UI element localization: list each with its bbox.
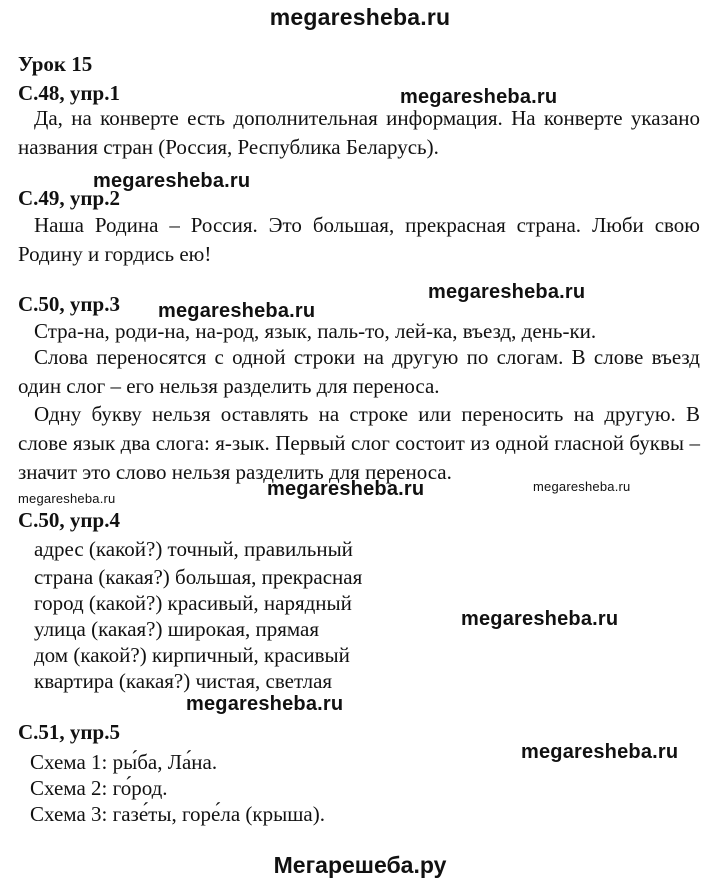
exercise-5-title: С.51, упр.5 (18, 720, 120, 744)
watermark: megaresheba.ru (461, 608, 619, 630)
scheme-line: Схема 1: ры́ба, Ла́на. (30, 750, 218, 774)
list-item: город (какой?) красивый, нарядный (34, 591, 352, 615)
exercise-1-text: Да, на конверте есть дополнительная информация. На конверте указано названия стран (Россия, Республика Беларусь). (18, 106, 700, 159)
watermark: megaresheba.ru (18, 491, 116, 506)
watermark: megaresheba.ru (186, 693, 344, 715)
list-item: квартира (какая?) чистая, светлая (34, 669, 333, 693)
exercise-3-title: С.50, упр.3 (18, 292, 120, 316)
watermark: megaresheba.ru (400, 86, 558, 108)
watermark: megaresheba.ru (428, 281, 586, 303)
exercise-2-text: Наша Родина – Россия. Это большая, прекрасная страна. Люби свою Родину и гордись ею! (18, 213, 700, 266)
watermark: megaresheba.ru (533, 479, 631, 494)
watermark: megaresheba.ru (521, 741, 679, 763)
footer-site-name: Мегарешеба.ру (273, 852, 447, 878)
list-item: дом (какой?) кирпичный, красивый (34, 643, 350, 667)
watermark: megaresheba.ru (158, 300, 316, 322)
exercise-3-paragraph-2: Слова переносятся с одной строки на другую по слогам. В слове въезд один слог – его нельзя разделить для переноса. (18, 345, 700, 398)
scheme-line: Схема 3: газе́ты, горе́ла (крыша). (30, 802, 325, 826)
lesson-title: Урок 15 (18, 52, 93, 76)
exercise-3-paragraph-3: Одну букву нельзя оставлять на строке или переносить на другую. В слове язык два слога: я-зык. Первый слог состоит из одной гласной буквы – значит это слово нельзя разделить для переноса. (18, 402, 700, 484)
exercise-4-title: С.50, упр.4 (18, 508, 120, 532)
scheme-line: Схема 2: го́род. (30, 776, 168, 800)
list-item: страна (какая?) большая, прекрасная (34, 565, 363, 589)
exercise-2-title: С.49, упр.2 (18, 186, 120, 210)
exercise-3-paragraph-1: Стра-на, роди-на, на-род, язык, паль-то, лей-ка, въезд, день-ки. (34, 319, 597, 343)
watermark: megaresheba.ru (267, 478, 425, 500)
list-item: адрес (какой?) точный, правильный (34, 537, 353, 561)
exercise-1-title: С.48, упр.1 (18, 81, 120, 105)
watermark: megaresheba.ru (93, 170, 251, 192)
site-header: megaresheba.ru (269, 4, 451, 30)
list-item: улица (какая?) широкая, прямая (34, 617, 320, 641)
